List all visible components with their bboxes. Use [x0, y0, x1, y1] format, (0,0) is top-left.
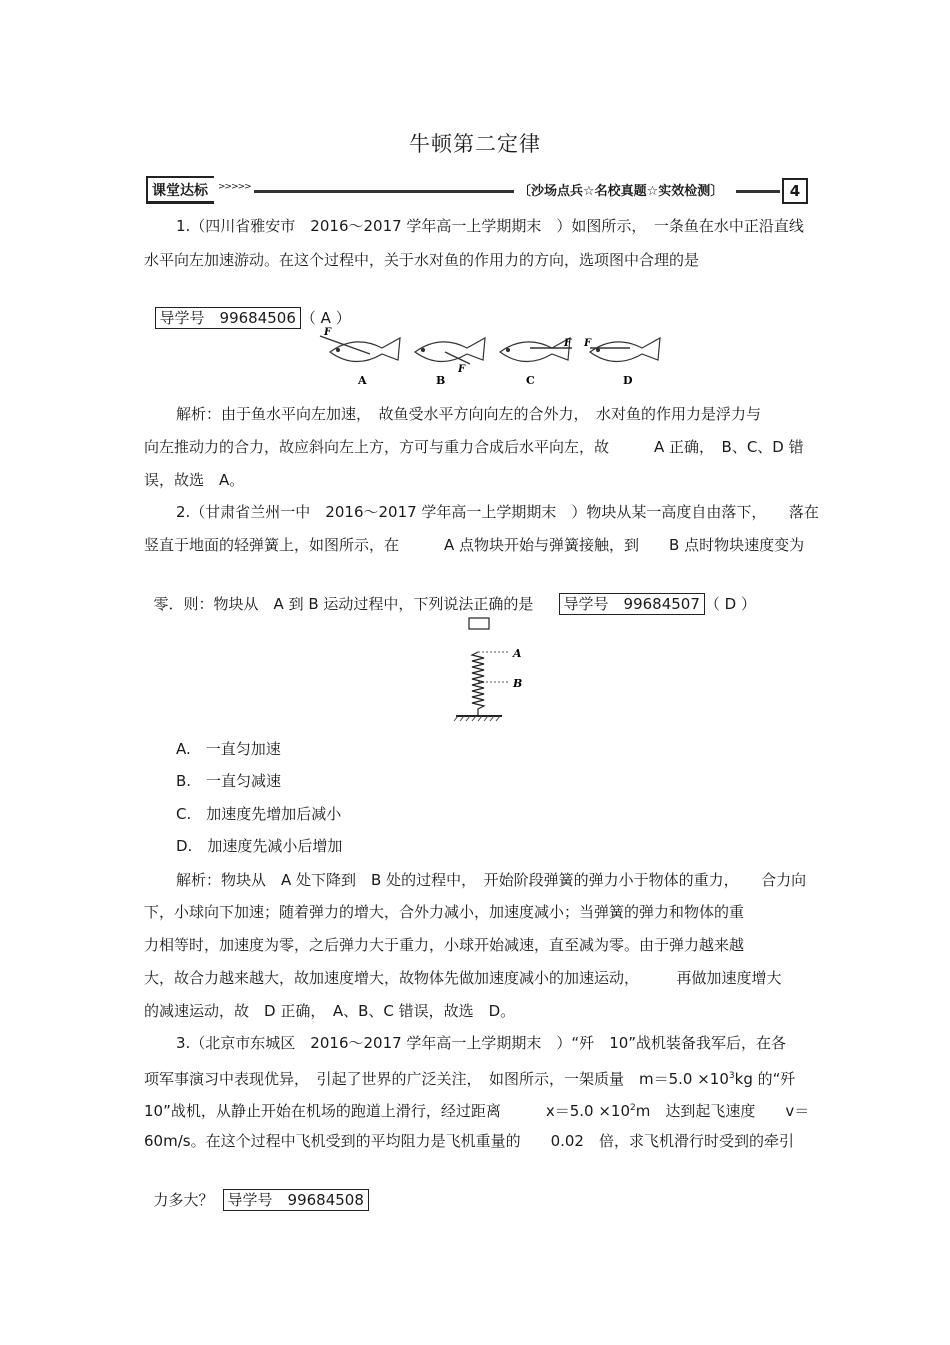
fish-label-c: C	[526, 374, 535, 387]
spring-icon	[472, 652, 484, 716]
fish-d-icon	[590, 338, 660, 362]
banner-subtitle: 〔沙场点兵☆名校真题☆实效检测〕	[518, 184, 724, 199]
q2-answer: （ D ）	[704, 595, 756, 613]
q3-line3-tail: m 达到起飞速度 v＝	[635, 1102, 810, 1120]
q3-line3-text: 10”战机，从静止开始在机场的跑道上滑行，经过距离 x＝5.0 ×10	[144, 1102, 631, 1120]
fish-a-icon	[320, 336, 400, 362]
q2-line1: 2.（甘肃省兰州一中 2016～2017 学年高一上学期期末 ）物块从某一高度自由落下， 落在	[176, 503, 819, 521]
block-icon	[469, 618, 489, 629]
point-b-label: B	[513, 677, 523, 690]
fish-b-icon	[415, 338, 485, 364]
force-label-b: F	[458, 364, 466, 375]
q1-answer: （ A ）	[300, 309, 351, 327]
q3-line5-row	[144, 1170, 214, 1210]
q2-option-b: B. 一直匀减速	[176, 772, 282, 790]
q2-analysis4: 大，故合力越来越大，故加速度增大，故物体先做加速度减小的加速运动， 再做加速度增大	[144, 969, 782, 987]
guide-number-box: 导学号 99684506	[155, 307, 301, 329]
fish-c-icon	[500, 338, 572, 362]
point-a-label: A	[513, 647, 522, 660]
q3-guide-row	[213, 1170, 369, 1210]
fish-label-b: B	[436, 374, 446, 387]
q2-line3: 零．则：物块从 A 到 B 运动过程中，下列说法正确的是	[153, 595, 534, 613]
q3-line1: 3.（北京市东城区 2016～2017 学年高一上学期期末 ）“歼 10”战机装备我军后，在各	[176, 1034, 787, 1052]
q3-line4: 60m/s。在这个过程中飞机受到的平均阻力是飞机重量的 0.02 倍，求飞机滑行时受到的牵引	[144, 1132, 794, 1150]
q3-line5: 力多大？	[153, 1191, 214, 1209]
q2-option-d: D. 加速度先减小后增加	[176, 837, 343, 855]
q3-line2-exponent: 3	[728, 1071, 735, 1081]
banner-arrows: >>>>>	[218, 182, 251, 192]
spring-figure	[450, 612, 540, 724]
q2-analysis5: 的减速运动，故 D 正确， A、B、C 错误，故选 D。	[144, 1002, 516, 1020]
guide-number-box: 导学号 99684508	[223, 1189, 369, 1211]
q2-guide-row	[549, 574, 756, 614]
q2-option-a: A. 一直匀加速	[176, 740, 281, 758]
page-title: 牛顿第二定律	[409, 132, 541, 156]
q3-line3-exponent: 2	[630, 1103, 636, 1113]
section-banner	[146, 176, 806, 206]
q2-analysis1: 解析：物块从 A 处下降到 B 处的过程中， 开始阶段弹簧的弹力小于物体的重力， 合力向	[176, 871, 807, 889]
banner-label: 课堂达标	[146, 176, 214, 204]
q2-analysis3: 力相等时，加速度为零，之后弹力大于重力，小球开始减速，直至减为零。由于弹力越来越	[144, 936, 745, 954]
q3-line2-tail: kg 的“歼	[734, 1070, 796, 1088]
q1-analysis1: 解析：由于鱼水平向左加速， 故鱼受水平方向向左的合外力， 水对鱼的作用力是浮力与	[176, 405, 762, 423]
banner-rule	[254, 190, 514, 193]
q3-line2-text: 项军事演习中表现优异， 引起了世界的广泛关注， 如图所示，一架质量 m＝5.0 ×10	[144, 1070, 729, 1088]
q1-line2: 水平向左加速游动。在这个过程中，关于水对鱼的作用力的方向，选项图中合理的是	[144, 251, 700, 269]
q3-line3	[144, 1098, 809, 1121]
q1-line1: 1.（四川省雅安市 2016～2017 学年高一上学期期末 ）如图所示， 一条鱼在水中正沿直线	[176, 217, 804, 235]
q1-analysis3: 误，故选 A。	[144, 471, 245, 489]
guide-number-box: 导学号 99684507	[559, 593, 705, 615]
force-label-a: F	[324, 327, 332, 338]
banner-rule-right	[736, 190, 780, 193]
fish-figure	[310, 322, 670, 394]
q2-option-c: C. 加速度先增加后减小	[176, 805, 342, 823]
banner-number: 4	[782, 178, 808, 204]
q2-analysis2: 下，小球向下加速；随着弹力的增大，合外力减小，加速度减小；当弹簧的弹力和物体的重	[144, 903, 745, 921]
fish-label-a: A	[358, 374, 367, 387]
q2-line2: 竖直于地面的轻弹簧上，如图所示，在 A 点物块开始与弹簧接触，到 B 点时物块速度变为	[144, 536, 805, 554]
q3-line2	[144, 1066, 795, 1089]
q2-line3-row	[144, 574, 533, 614]
q1-analysis2: 向左推动力的合力，故应斜向左上方，方可与重力合成后水平向左，故 A 正确， B、C、D 错	[144, 438, 804, 456]
fish-label-d: D	[623, 374, 633, 387]
force-label-d: F	[584, 338, 592, 349]
force-label-c: F	[564, 338, 572, 349]
